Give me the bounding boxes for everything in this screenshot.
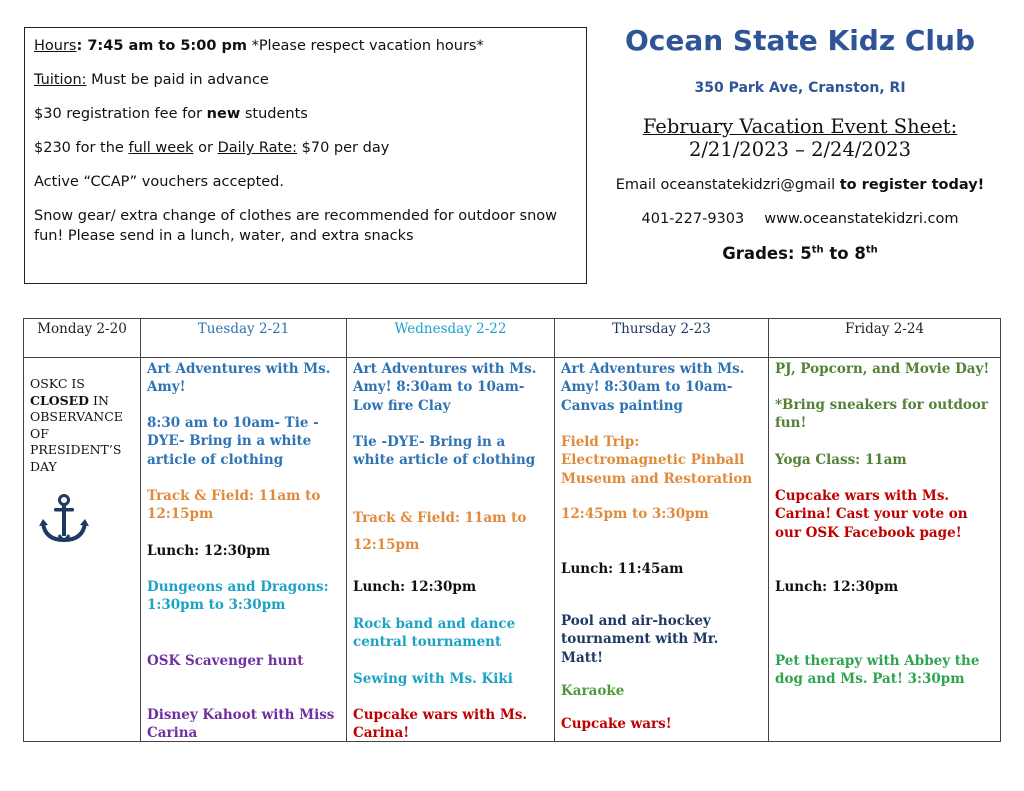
wednesday-event: Lunch: 12:30pm <box>353 579 477 595</box>
friday-event: PJ, Popcorn, and Movie Day! <box>775 361 990 377</box>
monday-line-4: OF <box>30 425 49 441</box>
grades-sup-2: th <box>865 244 878 256</box>
grades-sup-1: th <box>811 244 824 256</box>
tuesday-event: Track & Field: 11am to 12:15pm <box>147 488 321 523</box>
tuesday-event: Disney Kahoot with Miss Carina <box>147 707 335 742</box>
full-week-text: full week <box>128 140 194 156</box>
wednesday-event: Track & Field: 11am to 12:15pm <box>353 510 527 553</box>
thursday-cell <box>555 358 769 742</box>
hours-note: *Please respect vacation hours* <box>251 38 484 54</box>
wednesday-event: Sewing with Ms. Kiki <box>353 671 513 687</box>
tuesday-event: 8:30 am to 10am- Tie - DYE- Bring in a white article of clothing <box>147 415 319 468</box>
wednesday-event: Rock band and dance central tournament <box>353 616 516 651</box>
thursday-event: Art Adventures with Ms. Amy! 8:30am to 10am- Canvas painting <box>561 361 745 414</box>
header-wednesday: Wednesday 2-22 <box>347 319 555 358</box>
schedule-table <box>23 318 1001 742</box>
thursday-event: 12:45pm to 3:30pm <box>561 506 709 522</box>
email-text[interactable]: Email oceanstatekidzri@gmail <box>615 177 836 193</box>
thursday-event: Pool and air-hockey tournament with Mr. Matt! <box>561 613 719 666</box>
monday-line-6: DAY <box>30 458 57 474</box>
website-link[interactable]: www.oceanstatekidzri.com <box>764 211 959 227</box>
thursday-event: Cupcake wars! <box>561 716 672 732</box>
page-title: Ocean State Kidz Club <box>624 24 976 57</box>
friday-event: Cupcake wars with Ms. Carina! Cast your vote on our OSK Facebook page! <box>775 488 968 541</box>
monday-closed-note <box>30 376 123 475</box>
monday-line-1: OSKC IS <box>30 376 85 391</box>
address: 350 Park Ave, Cranston, RI <box>694 80 906 96</box>
tuesday-event: Lunch: 12:30pm <box>147 543 271 559</box>
registration-line <box>34 104 577 124</box>
hours-line: Hours: 7:45 am to 5:00 pm *Please respect vacation hours* <box>34 38 484 54</box>
grades <box>595 244 1005 263</box>
event-dates: 2/21/2023 – 2/24/2023 <box>688 138 912 161</box>
tuition-line <box>34 70 577 90</box>
header-tuesday: Tuesday 2-21 <box>141 319 347 358</box>
monday-closed: CLOSED <box>30 392 90 408</box>
anchor-icon <box>38 493 90 545</box>
header-friday: Friday 2-24 <box>769 319 1001 358</box>
sheet-title-block <box>595 115 1005 161</box>
tuesday-event: OSK Scavenger hunt <box>147 653 304 669</box>
hours-label: Hours <box>34 38 77 54</box>
registration-prefix: $30 registration fee for <box>34 106 207 122</box>
friday-event: Pet therapy with Abbey the dog and Ms. Pat! 3:30pm <box>775 653 980 688</box>
monday-line-3: OBSERVANCE <box>30 409 123 424</box>
thursday-event: Field Trip: Electromagnetic Pinball Museum and Restoration <box>561 434 753 487</box>
schedule-body-row <box>24 358 1001 742</box>
schedule-header-row <box>24 319 1001 358</box>
week-prefix: $230 for the <box>34 140 129 156</box>
tuesday-cell <box>141 358 347 742</box>
friday-event: *Bring sneakers for outdoor fun! <box>775 397 989 432</box>
wednesday-cell <box>347 358 555 742</box>
week-mid: or <box>193 140 218 156</box>
registration-suffix: students <box>240 106 308 122</box>
daily-rate-label: Daily Rate: <box>217 140 298 156</box>
phone-number[interactable]: 401-227-9303 <box>641 211 745 227</box>
monday-cell <box>24 358 141 742</box>
email-line <box>595 177 1005 193</box>
wednesday-event: Tie -DYE- Bring in a white article of clothing <box>353 434 536 469</box>
wednesday-event: Cupcake wars with Ms. Carina! <box>353 707 528 742</box>
tuesday-event: Dungeons and Dragons: 1:30pm to 3:30pm <box>147 579 329 614</box>
vouchers-line: Active “CCAP” vouchers accepted. <box>34 174 284 190</box>
friday-cell <box>769 358 1001 742</box>
wednesday-event: Art Adventures with Ms. Amy! 8:30am to 10am- Low fire Clay <box>353 361 537 414</box>
tuition-label: Tuition: <box>34 72 87 88</box>
grades-prefix: Grades: 5 <box>722 244 812 263</box>
thursday-event: Lunch: 11:45am <box>561 561 684 577</box>
tuition-value: Must be paid in advance <box>91 72 269 88</box>
tuesday-event: Art Adventures with Ms. Amy! <box>147 361 331 396</box>
register-cta: to register today! <box>839 177 985 193</box>
monday-line-2: IN <box>89 392 109 408</box>
snow-note: Snow gear/ extra change of clothes are recommended for outdoor snow fun! Please send in a lunch, water, and extra snacks <box>34 208 558 244</box>
monday-line-5: PRESIDENT’S <box>30 442 122 457</box>
friday-event: Lunch: 12:30pm <box>775 579 899 595</box>
contact-line <box>595 211 1005 227</box>
grades-mid: to 8 <box>823 244 866 263</box>
friday-event: Yoga Class: 11am <box>775 452 907 468</box>
daily-rate-value: $70 per day <box>301 140 390 156</box>
registration-new: new <box>206 106 241 122</box>
pricing-line <box>34 138 577 158</box>
thursday-event: Karaoke <box>561 683 625 699</box>
info-box <box>24 27 587 284</box>
header-monday: Monday 2-20 <box>24 319 141 358</box>
header-thursday: Thursday 2-23 <box>555 319 769 358</box>
hours-value: 7:45 am to 5:00 pm <box>87 38 247 54</box>
sheet-title: February Vacation Event Sheet: <box>642 115 958 138</box>
